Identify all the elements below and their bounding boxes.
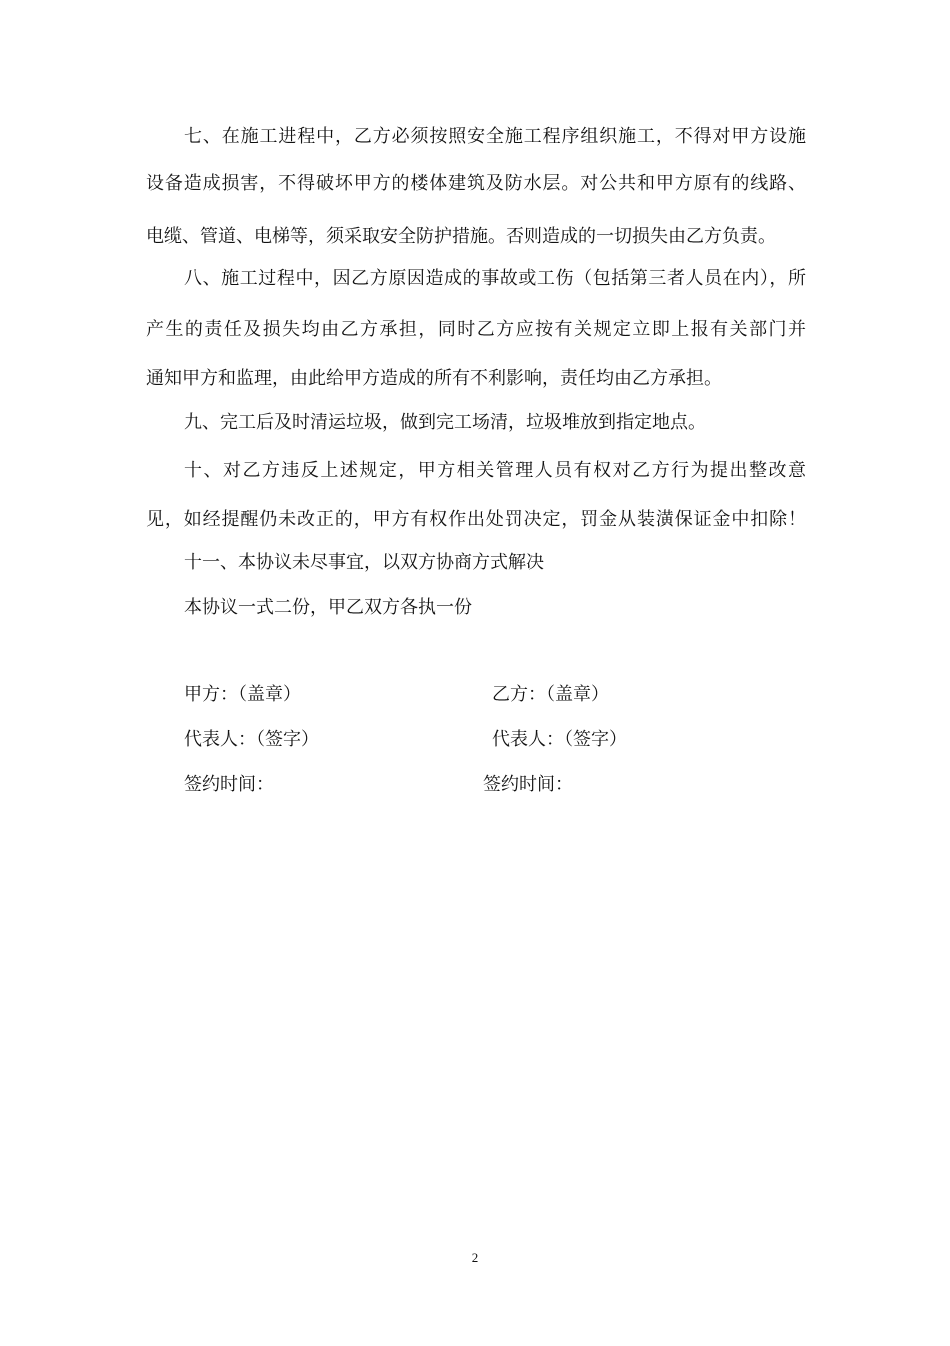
clause-8-line-3: 通知甲方和监理，由此给甲方造成的所有不利影响，责任均由乙方承担。 [146,368,722,389]
clause-7-line-1: 七、在施工进程中，乙方必须按照安全施工程序组织施工，不得对甲方设施 [184,126,806,147]
clause-7-line-2: 设备造成损害，不得破坏甲方的楼体建筑及防水层。对公共和甲方原有的线路、 [146,173,806,194]
party-b-representative: 代表人：（签字） [492,729,627,750]
clause-9-line-1: 九、完工后及时清运垃圾，做到完工场清，垃圾堆放到指定地点。 [184,412,706,433]
clause-8-line-1: 八、施工过程中，因乙方原因造成的事故或工伤（包括第三者人员在内），所 [184,268,806,289]
party-b-sign-date: 签约时间： [483,774,573,795]
party-a-seal: 甲方：（盖章） [184,684,301,705]
clause-7-line-3: 电缆、管道、电梯等，须采取安全防护措施。否则造成的一切损失由乙方负责。 [146,226,776,247]
clause-11-line-1: 十一、本协议未尽事宜，以双方协商方式解决 [184,552,544,573]
page-number: 2 [471,1250,479,1265]
clause-10-line-1: 十、对乙方违反上述规定，甲方相关管理人员有权对乙方行为提出整改意 [184,460,806,481]
clause-10-line-2: 见，如经提醒仍未改正的，甲方有权作出处罚决定，罚金从装潢保证金中扣除！ [146,509,806,530]
party-b-seal: 乙方：（盖章） [492,684,609,705]
clause-8-line-2: 产生的责任及损失均由乙方承担，同时乙方应按有关规定立即上报有关部门并 [146,319,806,340]
party-a-representative: 代表人：（签字） [184,729,319,750]
copies-line: 本协议一式二份，甲乙双方各执一份 [184,597,472,618]
party-a-sign-date: 签约时间： [184,774,274,795]
